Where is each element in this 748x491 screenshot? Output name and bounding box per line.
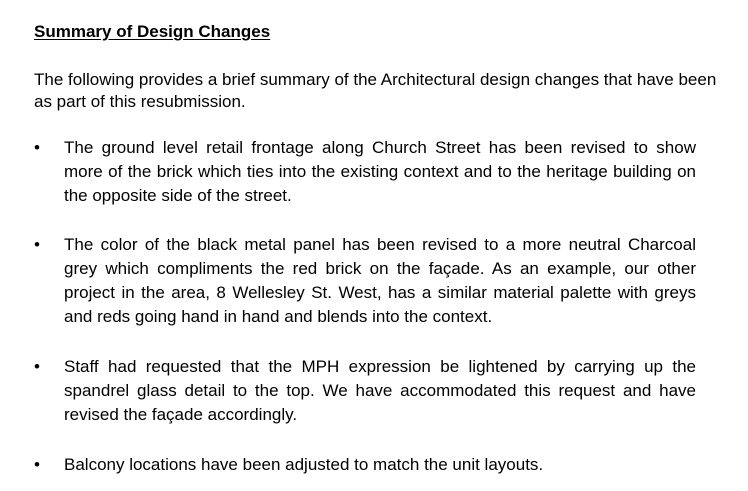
document-heading: Summary of Design Changes xyxy=(34,22,271,41)
list-item-text: The color of the black metal panel has been revised to a more neutral Charcoal grey which compliments the red brick on the façade. As an example, our other project in the area, 8 Wellesley St. West, has a similar material palette with greys and reds going hand in hand and blends into the context. xyxy=(64,235,696,326)
bullet-icon: • xyxy=(34,138,40,157)
list-item-text: Balcony locations have been adjusted to match the unit layouts. xyxy=(64,455,544,474)
bullet-icon: • xyxy=(34,235,40,254)
intro-paragraph: The following provides a brief summary of the Architectural design changes that have been as part of this resubmission. xyxy=(34,70,717,111)
bullet-icon: • xyxy=(34,357,40,376)
list-item-text: Staff had requested that the MPH expression be lightened by carrying up the spandrel glass detail to the top. We have accommodated this request and have revised the façade accordingly. xyxy=(64,357,696,424)
list-item-text: The ground level retail frontage along Church Street has been revised to show more of the brick which ties into the existing context and to the heritage building on the opposite side of the street. xyxy=(64,138,696,205)
bullet-icon: • xyxy=(34,455,40,474)
